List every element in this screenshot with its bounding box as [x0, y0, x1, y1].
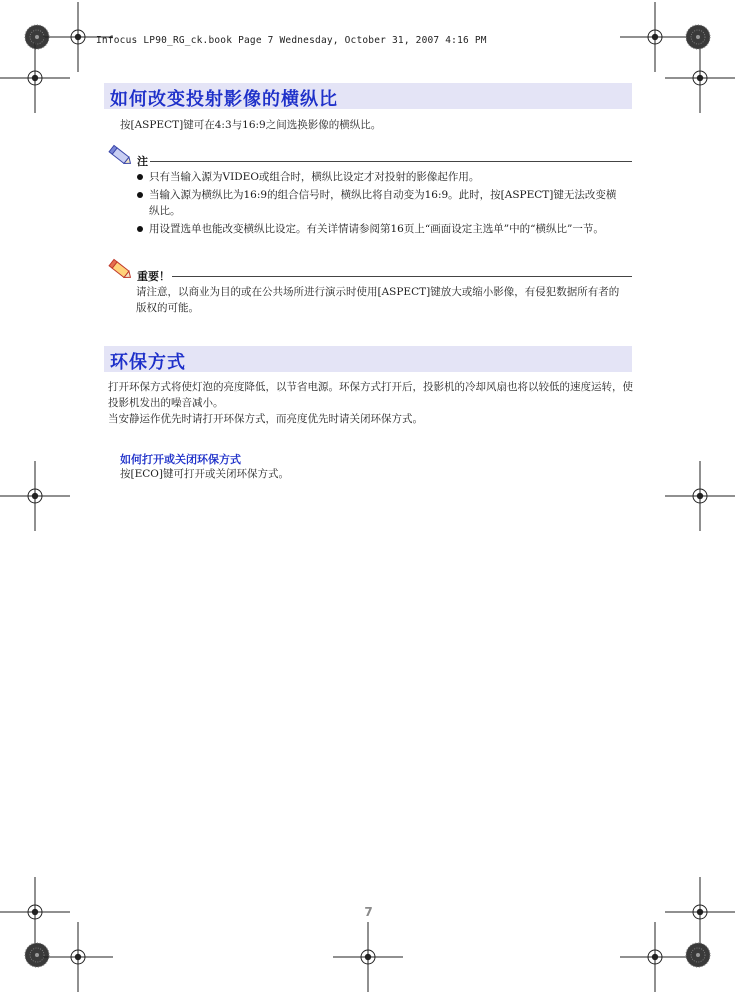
eco-paragraph-2: 当安静运作优先时请打开环保方式，而亮度优先时请关闭环保方式。 [108, 413, 423, 425]
section-title: 如何改变投射影像的横纵比 [110, 89, 338, 110]
important-label: 重要！ [137, 270, 170, 283]
list-item: 只有当输入源为VIDEO或组合时，横纵比设定才对投射的影像起作用。 [136, 169, 626, 185]
important-pencil-icon [108, 258, 134, 282]
list-item: 用设置选单也能改变横纵比设定。有关详情请参阅第16页上“画面设定主选单”中的“横纵比”一节。 [136, 221, 626, 237]
section-heading-eco [104, 346, 632, 372]
aspect-intro-text: 按[ASPECT]键可在4:3与16:9之间选换影像的横纵比。 [120, 119, 382, 131]
section-heading-aspect [104, 83, 632, 109]
file-header-line: Infocus LP90_RG_ck.book Page 7 Wednesday, October 31, 2007 4:16 PM [96, 35, 487, 46]
note-list [136, 169, 626, 239]
note-pencil-icon [108, 144, 134, 168]
list-item: 当输入源为横纵比为16:9的组合信号时，横纵比将自动变为16:9。此时，按[ASPECT]键无法改变横纵比。 [136, 187, 626, 219]
eco-instruction-text: 按[ECO]键可打开或关闭环保方式。 [120, 468, 289, 480]
eco-subheading: 如何打开或关闭环保方式 [120, 453, 241, 466]
page-number: 7 [364, 905, 373, 919]
note-rule [150, 161, 632, 162]
important-text: 请注意，以商业为目的或在公共场所进行演示时使用[ASPECT]键放大或缩小影像，有侵犯数据所有者的版权的可能。 [136, 286, 620, 314]
important-rule [172, 276, 632, 277]
section-title: 环保方式 [110, 352, 186, 373]
note-label: 注 [137, 155, 148, 168]
eco-paragraph-1: 打开环保方式将使灯泡的亮度降低，以节省电源。环保方式打开后，投影机的冷却风扇也将以较低的速度运转，使投影机发出的噪音减小。 [108, 381, 633, 409]
